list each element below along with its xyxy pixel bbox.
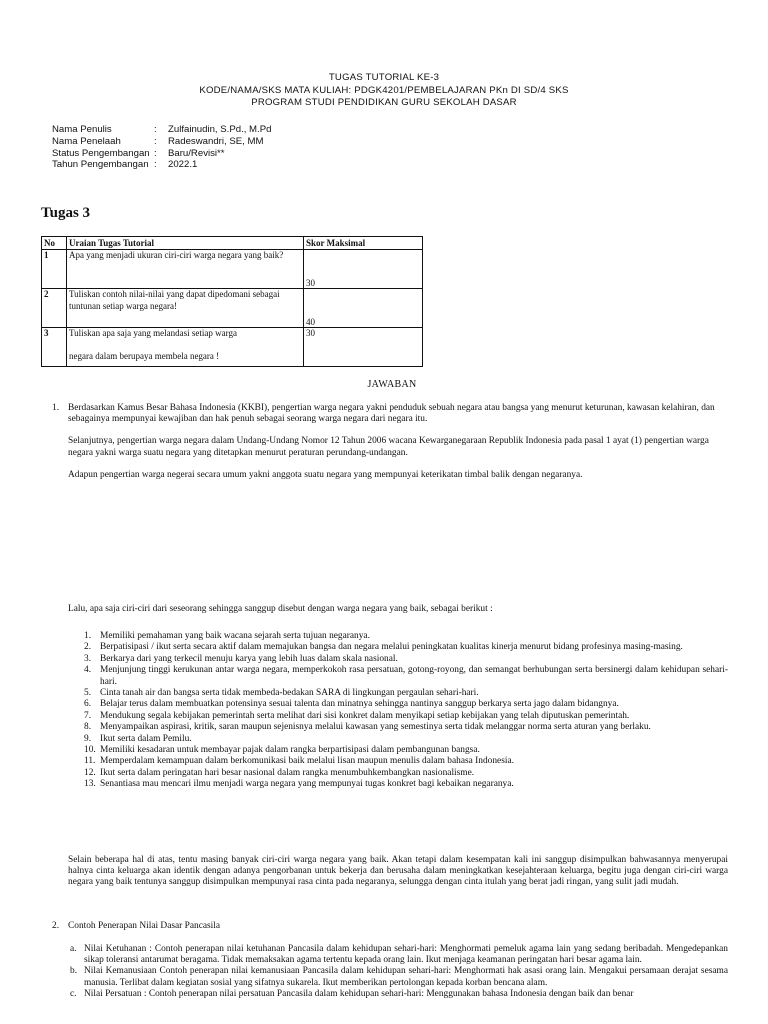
info-label: Status Pengembangan <box>52 147 150 159</box>
task-table <box>41 236 423 367</box>
list-number: 6. <box>84 699 92 710</box>
list-item <box>84 768 728 779</box>
info-sep: : <box>154 135 157 147</box>
row-score: 30 <box>304 328 423 367</box>
list-number: 12. <box>84 767 96 778</box>
list-item <box>84 722 728 733</box>
col-header-score: Skor Maksimal <box>304 237 423 250</box>
list-item <box>84 665 728 688</box>
list-text: Mendukung segala kebijakan pemerintah serta melihat dari sisi konkret dalam menyikapi setiap kebijakan yang telah diputuskan pemerintah. <box>100 710 630 721</box>
row-question: Apa yang menjadi ukuran ciri-ciri warga negara yang baik? <box>67 250 304 289</box>
list-number: 8. <box>84 722 92 733</box>
list-item <box>84 654 728 665</box>
header-line-2: KODE/NAMA/SKS MATA KULIAH: PDGK4201/PEMBELAJARAN PKn DI SD/4 SKS <box>199 84 569 96</box>
list-item <box>84 631 728 642</box>
list-text: Memperdalam kemampuan dalam berkomunikasi baik melalui lisan maupun menulis dalam bahasa Indonesia. <box>100 756 514 767</box>
answer-2 <box>52 921 727 932</box>
info-row <box>52 124 271 136</box>
header-line-1: TUGAS TUTORIAL KE-3 <box>328 72 440 83</box>
table-row <box>42 328 423 367</box>
info-label: Nama Penulis <box>52 124 112 135</box>
row-score: 30 <box>304 250 423 289</box>
answer-paragraph: Adapun pengertian warga negerai secara umum yakni anggota suatu negara yang mempunyai keterikatan timbal balik dengan negaranya. <box>68 469 583 480</box>
list-item <box>84 745 728 756</box>
jawaban-title: JAWABAN <box>367 379 417 390</box>
info-block <box>52 124 271 171</box>
info-sep: : <box>154 159 157 171</box>
list-text: Ikut serta dalam Pemilu. <box>100 733 192 744</box>
list-number: 4. <box>84 665 92 676</box>
list-item <box>84 756 728 767</box>
info-row <box>52 159 271 171</box>
list-number: 5. <box>84 688 92 699</box>
list-letter: b. <box>70 966 78 977</box>
list-item <box>84 711 728 722</box>
list-text: Menjunjung tinggi kerukunan antar warga negara, memperkokoh rasa persatuan, gotong-royong, dan semangat berhubungan serta bersinergi dalam kehidupan sehari-hari. <box>100 665 728 687</box>
answer-1 <box>52 403 727 481</box>
list-text: Belajar terus dalam membuatkan potensinya sesuai talenta dan minatnya sehingga nantinya sanggup berkarya serta jago dalam bidangnya. <box>100 699 619 710</box>
list-text: Memiliki kesadaran untuk membayar pajak dalam rangka berpartisipasi dalam pembangunan bangsa. <box>100 745 480 756</box>
list-text: Nilai Persatuan : Contoh penerapan nilai persatuan Pancasila dalam kehidupan sehari-hari: Menggunakan bahasa Indonesia dengan baik dan benar <box>84 988 634 999</box>
list-number: 1. <box>84 631 92 641</box>
list-text: Senantiasa mau mencari ilmu menjadi warga negara yang mempunyai tugas konkret bagi kebaikan negaranya. <box>100 779 514 790</box>
answer-paragraph: Berdasarkan Kamus Besar Bahasa Indonesia (KKBI), pengertian warga negara yakni penduduk sebuah negara atau bangsa yang menurut keturunan, kawasan kelahiran, dan sebagainya mempunyai kewajiban dan hak penuh sebagai seorang warga negara dari negara itu. <box>68 403 715 425</box>
list-letter: a. <box>70 944 77 954</box>
list-number: 13. <box>84 779 96 790</box>
answer-1-item <box>52 403 727 481</box>
answer-paragraph: Selanjutnya, pengertian warga negara dalam Undang-Undang Nomor 12 Tahun 2006 wacana Kewarganegaraan Republik Indonesia pada pasal 1 ayat (1) pengertian warga negara yakni warga suatu negara yang ditetapkan menurut peraturan perundang-undangan. <box>68 436 709 458</box>
pancasila-list <box>70 944 728 1000</box>
document-header <box>0 72 768 110</box>
answer-1-content <box>68 403 727 481</box>
list-item <box>84 688 728 699</box>
answer-2-heading <box>52 921 727 932</box>
list-text: Berkarya dari yang terkecil menuju karya yang lebih luas dalam skala nasional. <box>100 653 398 664</box>
answer-1-intro: Lalu, apa saja ciri-ciri dari seseorang sehingga sanggup disebut dengan warga negara yang baik, sebagai berikut : <box>68 604 493 614</box>
info-label: Tahun Pengembangan <box>52 159 149 171</box>
row-no: 1 <box>42 250 67 289</box>
list-item <box>70 966 728 988</box>
list-number: 9. <box>84 733 92 744</box>
list-number: 3. <box>84 653 92 664</box>
list-number: 7. <box>84 710 92 721</box>
list-item <box>84 734 728 745</box>
list-text: Nilai Kemanusiaan Contoh penerapan nilai kemanusiaan Pancasila dalam kehidupan sehari-hari: Menghormati hak asasi orang lain. Mengakui persamaan derajat sesama manusia. Terlibat dalam kegiatan sosial yang sifatnya sukarela. Ikut memberikan pertolongan kepada korban bencana alam. <box>84 966 728 988</box>
info-row <box>52 148 271 160</box>
list-item <box>84 642 728 653</box>
row-no: 3 <box>42 328 67 367</box>
list-text: Berpatisipasi / ikut serta secara aktif dalam memajukan bangsa dan negara melalui peningkatan kualitas kinerja menurut bidang profesinya masing-masing. <box>100 642 683 653</box>
row-no: 2 <box>42 289 67 328</box>
row-question <box>67 328 304 367</box>
row-question: Tuliskan contoh nilai-nilai yang dapat dipedomani sebagai tuntunan setiap warga negara! <box>67 289 304 328</box>
info-sep: : <box>154 124 157 135</box>
answer-number: 1. <box>52 403 60 413</box>
answer-2-title: Contoh Penerapan Nilai Dasar Pancasila <box>68 921 221 931</box>
characteristics-list <box>84 631 728 791</box>
list-text: Nilai Ketuhanan : Contoh penerapan nilai ketuhanan Pancasila dalam kehidupan sehari-hari: Menghormati pemeluk agama lain yang sedang beribadah. Mengedepankan sikap toleransi antarumat beragama. Tidak memaksakan agama tertentu kepada orang lain. Ikut menjaga keamanan peringatan hari besar agama lain. <box>84 944 728 966</box>
list-text: Menyampaikan aspirasi, kritik, saran maupun sejenisnya melalui kawasan yang semestinya serta tidak melanggar norma serta aturan yang berlaku. <box>100 722 651 733</box>
list-text: Ikut serta dalam peringatan hari besar nasional dalam rangka menumbuhkembangkan nasionalisme. <box>100 767 475 778</box>
answer-1-closing: Selain beberapa hal di atas, tentu masing banyak ciri-ciri warga negara yang baik. Akan tetapi dalam kesempatan kali ini sanggup disimpulkan bahwasannya menyerupai halnya cinta keluarga akan identik dengan adanya pengorbanan untuk bekerja dan berusaha dalam meningkatkan kesejahteraan keluarga, begitu juga dengan ciri-ciri warga negara yang baik tentunya sanggup disimpulkan mempunyai rasa cinta pada negaranya, selungga dengan cinta itulah yang berat jadi ringan, yang sulit jadi mudah. <box>68 855 728 888</box>
info-value: Baru/Revisi** <box>168 147 225 159</box>
info-row <box>52 136 271 148</box>
row-question-line: negara dalam berupaya membela negara ! <box>69 350 220 361</box>
list-text: Cinta tanah air dan bangsa serta tidak membeda-bedakan SARA di lingkungan pergaulan sehari-hari. <box>100 688 479 699</box>
col-header-no: No <box>42 237 67 250</box>
list-number: 2. <box>84 642 92 653</box>
list-item <box>70 944 728 966</box>
row-score: 40 <box>304 289 423 328</box>
table-header-row <box>42 237 423 250</box>
info-value: Zulfainudin, S.Pd., M.Pd <box>168 124 272 135</box>
row-question-line: Tuliskan apa saja yang melandasi setiap warga <box>69 328 237 338</box>
table-row <box>42 250 423 289</box>
header-line-3: PROGRAM STUDI PENDIDIKAN GURU SEKOLAH DASAR <box>251 97 517 108</box>
info-value: Radeswandri, SE, MM <box>168 135 264 147</box>
tugas-title: Tugas 3 <box>41 205 91 221</box>
list-item <box>84 699 728 710</box>
list-item <box>84 779 728 790</box>
list-text: Memiliki pemahaman yang baik wacana sejarah serta tujuan negaranya. <box>100 631 370 641</box>
list-item <box>70 989 728 1000</box>
answer-number: 2. <box>52 921 60 931</box>
info-sep: : <box>154 147 157 159</box>
info-label: Nama Penelaah <box>52 135 121 147</box>
list-number: 10. <box>84 745 96 756</box>
info-value: 2022.1 <box>168 159 198 171</box>
list-letter: c. <box>70 988 77 999</box>
list-number: 11. <box>84 756 96 767</box>
col-header-task: Uraian Tugas Tutorial <box>67 237 304 250</box>
table-row <box>42 289 423 328</box>
